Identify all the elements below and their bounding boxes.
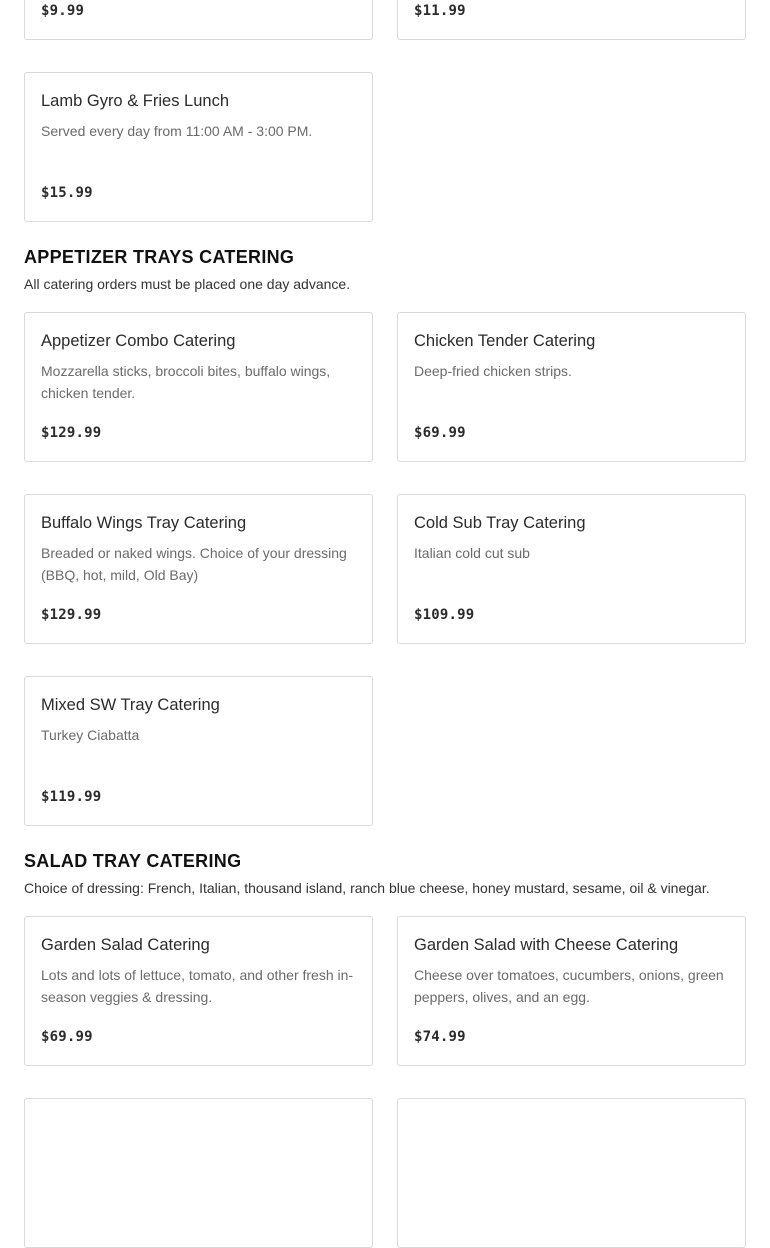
section-title-salad-tray: SALAD TRAY CATERING xyxy=(24,851,242,871)
menu-item-price: $11.99 xyxy=(414,3,466,19)
menu-item-card[interactable] xyxy=(24,312,373,462)
menu-item-card[interactable] xyxy=(397,312,746,462)
menu-item-price: $119.99 xyxy=(41,789,102,805)
menu-item-description: Breaded or naked wings. Choice of your dressing (BBQ, hot, mild, Old Bay) xyxy=(41,545,347,583)
menu-item-card[interactable] xyxy=(24,916,373,1066)
menu-item-description: Cheese over tomatoes, cucumbers, onions, green peppers, olives, and an egg. xyxy=(414,967,724,1005)
menu-item-description: Lots and lots of lettuce, tomato, and other fresh in-season veggies & dressing. xyxy=(41,967,354,1005)
menu-item-description: Mozzarella sticks, broccoli bites, buffalo wings, chicken tender. xyxy=(41,363,331,401)
menu-item-price: $9.99 xyxy=(41,3,85,19)
menu-item-card[interactable] xyxy=(24,0,373,40)
menu-item-card[interactable] xyxy=(24,494,373,644)
menu-item-name: Garden Salad Catering xyxy=(41,936,210,954)
menu-item-price: $129.99 xyxy=(41,607,102,623)
menu-item-name: Garden Salad with Cheese Catering xyxy=(414,936,679,954)
menu-item-card[interactable] xyxy=(24,676,373,826)
section-title-appetizer-trays: APPETIZER TRAYS CATERING xyxy=(24,247,295,267)
menu-item-description: Turkey Ciabatta xyxy=(41,727,140,743)
menu-item-price: $15.99 xyxy=(41,185,93,201)
menu-item-card[interactable] xyxy=(24,1098,373,1248)
menu-item-price: $69.99 xyxy=(414,425,466,441)
menu-item-price: $129.99 xyxy=(41,425,102,441)
menu-item-name: Mixed SW Tray Catering xyxy=(41,696,220,714)
menu-item-card[interactable] xyxy=(397,494,746,644)
menu-item-name: Cold Sub Tray Catering xyxy=(414,514,586,532)
menu-item-name: Buffalo Wings Tray Catering xyxy=(41,514,247,532)
menu-item-card[interactable] xyxy=(24,72,373,222)
menu-item-card[interactable] xyxy=(397,0,746,40)
menu-item-name: Lamb Gyro & Fries Lunch xyxy=(41,92,229,110)
menu-item-card[interactable] xyxy=(397,1098,746,1248)
menu-item-description: Italian cold cut sub xyxy=(414,545,530,561)
menu-item-price: $109.99 xyxy=(414,607,475,623)
menu-item-description: Served every day from 11:00 AM - 3:00 PM. xyxy=(41,123,313,139)
menu-item-price: $69.99 xyxy=(41,1029,93,1045)
section-subtitle-salad-tray: Choice of dressing: French, Italian, thousand island, ranch blue cheese, honey mustard, sesame, oil & vinegar. xyxy=(24,880,710,896)
section-subtitle-appetizer-trays: All catering orders must be placed one day advance. xyxy=(24,276,351,292)
menu-item-price: $74.99 xyxy=(414,1029,466,1045)
menu-item-description: Deep-fried chicken strips. xyxy=(414,363,572,379)
menu-item-name: Chicken Tender Catering xyxy=(414,332,596,350)
menu-item-card[interactable] xyxy=(397,916,746,1066)
menu-item-name: Appetizer Combo Catering xyxy=(41,332,236,350)
